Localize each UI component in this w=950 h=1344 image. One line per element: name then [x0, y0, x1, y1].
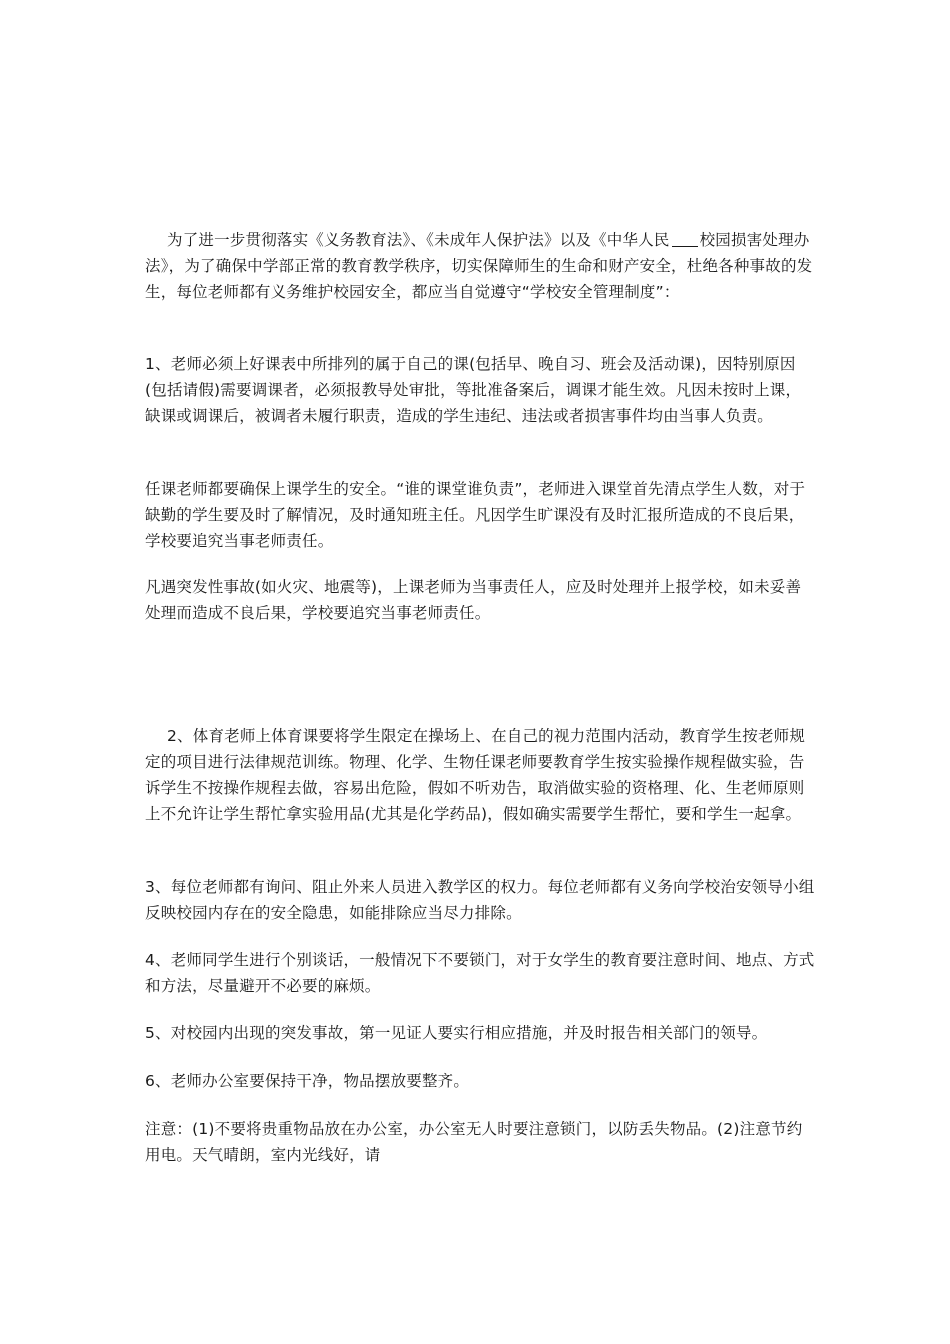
rule-1-paragraph: 1、老师必须上好课表中所排列的属于自己的课(包括早、晚自习、班会及活动课)，因特别原因(包括请假)需要调课者，必须报教导处审批，等批准备案后，调课才能生效。凡因未按时上课，缺课或调课后，被调者未履行职责，造成的学生违纪、违法或者损害事件均由当事人负责。 — [145, 355, 802, 425]
rule-1-paragraph-3: 凡遇突发性事故(如火灾、地震等)，上课老师为当事责任人，应及时处理并上报学校，如未妥善处理而造成不良后果，学校要追究当事老师责任。 — [145, 578, 802, 622]
note-paragraph: 注意：(1)不要将贵重物品放在办公室，办公室无人时要注意锁门，以防丢失物品。(2)注意节约用电。天气晴朗，室内光线好，请 — [145, 1120, 803, 1164]
intro-text-part1: 为了进一步贯彻落实《义务教育法》、《未成年人保护法》以及《中华人民 — [167, 231, 670, 249]
rule-4-paragraph: 4、老师同学生进行个别谈话，一般情况下不要锁门，对于女学生的教育要注意时间、地点、方式和方法，尽量避开不必要的麻烦。 — [145, 951, 815, 995]
intro-paragraph — [145, 227, 815, 305]
rule-3-paragraph: 3、每位老师都有询问、阻止外来人员进入教学区的权力。每位老师都有义务向学校治安领导小组反映校园内存在的安全隐患，如能排除应当尽力排除。 — [145, 878, 815, 922]
rule-1-paragraph-2: 任课老师都要确保上课学生的安全。“谁的课堂谁负责”，老师进入课堂首先清点学生人数，对于缺勤的学生要及时了解情况，及时通知班主任。凡因学生旷课没有及时汇报所造成的不良后果，学校要追究当事老师责任。 — [145, 480, 806, 550]
rule-2-paragraph: 2、体育老师上体育课要将学生限定在操场上、在自己的视力范围内活动，教育学生按老师规定的项目进行法律规范训练。物理、化学、生物任课老师要教育学生按实验操作规程做实验，告诉学生不按操作规程去做，容易出危险，假如不听劝告，取消做实验的资格理、化、生老师原则上不允许让学生帮忙拿实验用品(尤其是化学药品)，假如确实需要学生帮忙，要和学生一起拿。 — [145, 727, 806, 823]
rule-5-paragraph: 5、对校园内出现的突发事故，第一见证人要实行相应措施，并及时报告相关部门的领导。 — [145, 1024, 768, 1042]
blank-underline — [672, 231, 698, 248]
intro-text-part2: 校园损害处理办法》，为了确保中学部正常的教育教学秩序，切实保障师生的生命和财产安全，杜绝各种事故的发生，每位老师都有义务维护校园安全，都应当自觉遵守“学校安全管理制度”： — [145, 231, 813, 301]
rule-6-paragraph: 6、老师办公室要保持干净，物品摆放要整齐。 — [145, 1072, 470, 1090]
